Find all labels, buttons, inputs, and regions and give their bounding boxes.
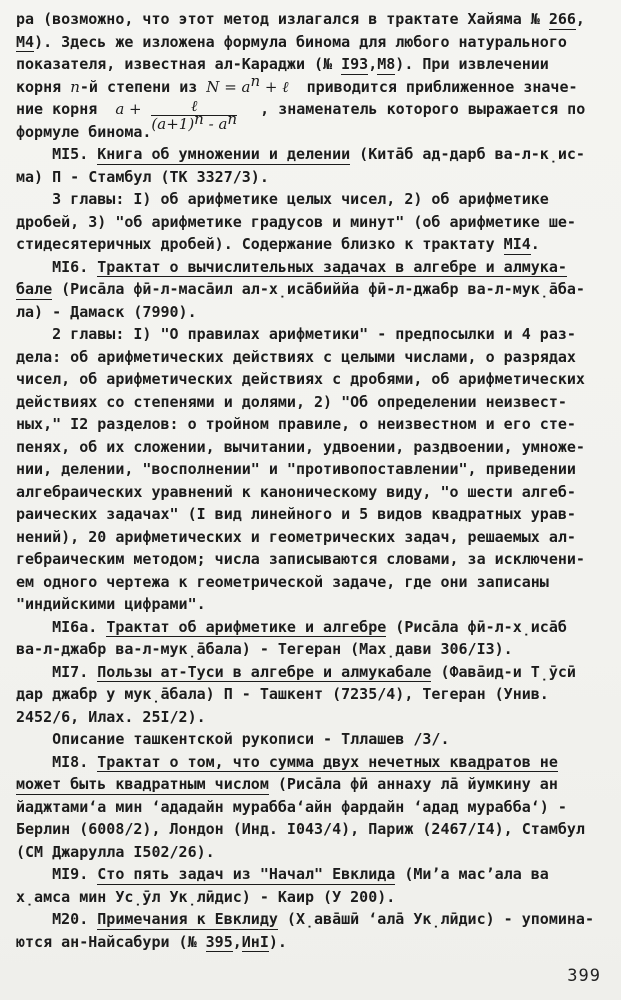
text-span: 3 главы: I) об арифметике целых чисел, 2) об арифметике <box>16 190 549 208</box>
text-span: нений), 20 арифметических и геометрических задач, решаемых ал- <box>16 527 576 546</box>
underlined-text: 266 <box>548 10 576 28</box>
math-text: (a+1) <box>151 115 195 133</box>
text-span: дар джабр у мук̣āбала) П - Ташкент (7235/4), Тегеран (Унив. <box>16 685 549 703</box>
text-span: алгебраических уравнений к каноническому виду, "о шести алгеб- <box>16 482 576 501</box>
text-span: МI9. <box>16 865 98 883</box>
text-line <box>16 503 594 526</box>
text-span: "индийскими цифрами". <box>16 595 206 613</box>
text-line <box>16 346 594 369</box>
text-line <box>16 818 594 841</box>
text-line <box>16 8 594 31</box>
underlined-text: Примечания к Евклиду <box>97 910 278 928</box>
page-number: 399 <box>567 966 601 986</box>
text-line <box>16 166 594 189</box>
text-span: (Рисāла фӣ аннаху лā йумкину ан <box>268 775 558 793</box>
text-line <box>16 391 594 414</box>
text-span: ва-л-джабр ва-л-мук̣āбала) - Тегеран (Мах̣дави 306/I3). <box>16 640 513 658</box>
text-line <box>16 188 594 211</box>
text-line <box>16 233 594 256</box>
text-span: х̣амса мин Ус̣ӯл Ук̣лӣдис) - Каир (У 200). <box>16 887 396 906</box>
text-span: (Рисāла фӣ-л-масāил ал-х̣исāбиййа фӣ-л-джабр ва-л-мук̣āба- <box>52 280 585 298</box>
text-line <box>16 526 594 549</box>
text-span: (СМ Джарулла I502/26). <box>16 842 215 861</box>
text-span: ем одного чертежа к геометрической задаче, где они записаны <box>16 572 549 591</box>
text-line <box>16 886 594 909</box>
underlined-text: М4 <box>16 32 35 51</box>
underlined-text: М8 <box>377 55 396 73</box>
text-line <box>16 593 594 616</box>
text-span: -й степени из <box>79 77 207 96</box>
text-line <box>16 458 594 481</box>
underlined-text: МI4 <box>503 235 531 253</box>
text-line <box>16 71 594 99</box>
math-text: n <box>70 77 80 96</box>
text-span: дела: об арифметических действиях с целыми числами, о разрядах <box>16 347 576 366</box>
text-line <box>16 121 594 144</box>
text-line <box>16 796 594 819</box>
text-span: ла) - Дамаск (7990). <box>16 302 197 321</box>
text-span: раических задачах" (I вид линейного и 5 видов квадратных урав- <box>16 505 576 523</box>
underlined-text: Пользы ат-Туси в алгебре и алмукабале <box>97 662 432 681</box>
text-span: 2452/6, Илах. 25I/2). <box>16 707 206 726</box>
text-span: МI6. <box>16 257 98 276</box>
text-span: (Рисāла фӣ-л-х̣исāб <box>386 617 567 636</box>
text-line <box>16 931 594 954</box>
underlined-text: Трактат о том, что сумма двух нечетных квадратов не <box>97 752 558 771</box>
text-span: (Китāб ад-дарб ва-л-к̣ис- <box>350 145 585 163</box>
text-line <box>16 706 594 729</box>
text-span: корня <box>16 77 71 96</box>
math-text: n <box>194 109 204 128</box>
text-span: , <box>575 10 585 28</box>
math-text: n <box>227 109 238 128</box>
underlined-text: I93 <box>341 55 369 73</box>
text-span: , знаменатель которого выражается по <box>242 100 586 118</box>
underlined-text: бале <box>16 280 53 298</box>
underlined-text: Трактат о вычислительных задачах в алгебре и алмука- <box>97 257 567 276</box>
text-line <box>16 211 594 234</box>
text-span: ра (возможно, что этот метод излагался в трактате Хайяма № <box>16 10 549 28</box>
text-span: (Фавāид-и Т̣ӯсӣ <box>431 662 576 681</box>
text-line <box>16 323 594 346</box>
text-span: ). При извлечении <box>395 55 549 73</box>
text-span: 2 главы: I) "О правилах арифметики" - предпосылки и 4 раз- <box>16 325 576 343</box>
text-span: М20. <box>16 910 98 928</box>
text-line <box>16 571 594 594</box>
underlined-text: Сто пять задач из "Начал" Евклида <box>97 865 396 883</box>
underlined-text: 395 <box>205 932 233 951</box>
text-line <box>16 616 594 639</box>
text-span: формуле бинома. <box>16 122 152 141</box>
text-span: ются ан-Найсабури (№ <box>16 932 206 951</box>
text-span: Описание ташкентской рукописи - Тллашев /3/. <box>16 730 450 748</box>
text-span: МI8. <box>16 752 98 771</box>
underlined-text: Трактат об арифметике и алгебре <box>106 617 387 636</box>
fraction <box>151 97 238 133</box>
text-line <box>16 278 594 301</box>
math-text: + ℓ <box>260 77 289 96</box>
text-span: , <box>232 932 242 951</box>
text-line <box>16 301 594 324</box>
text-span: ных," I2 разделов: о тройном правиле, о неизвестном и его сте- <box>16 415 576 433</box>
text-line <box>16 841 594 864</box>
math-text: a + <box>115 100 147 118</box>
text-span: , <box>368 55 378 73</box>
text-line <box>16 728 594 751</box>
text-span: МI5. <box>16 145 98 163</box>
text-span: ма) П - Стамбул (ТК 3327/3). <box>16 167 269 186</box>
text-span: МI6а. <box>16 617 107 636</box>
text-block <box>16 8 594 953</box>
underlined-text: Книга об умножении и делении <box>97 145 351 163</box>
text-line <box>16 908 594 931</box>
text-span: МI7. <box>16 662 98 681</box>
math-text: N = a <box>206 77 251 96</box>
text-line <box>16 368 594 391</box>
text-span: действиях со степенями и долями, 2) "Об определении неизвест- <box>16 392 567 411</box>
text-line <box>16 548 594 571</box>
math-text: n <box>250 71 261 90</box>
text-span: ). Здесь же изложена формула бинома для любого натурального <box>34 32 567 51</box>
text-line <box>16 751 594 774</box>
text-line <box>16 436 594 459</box>
text-span: приводится приближенное значе- <box>288 77 578 96</box>
text-span: йаджтами‘а мин ‘ададайн мурабба‘айн фардайн ‘адад мурабба‘) - <box>16 797 567 816</box>
text-span: гебраическим методом; числа записываются словами, за исключени- <box>16 550 585 568</box>
text-line <box>16 53 594 76</box>
text-span: Берлин (6008/2), Лондон (Инд. I043/4), Париж (2467/I4), Стамбул <box>16 820 585 838</box>
text-line <box>16 863 594 886</box>
text-line <box>16 773 594 796</box>
text-span: ние корня <box>16 100 116 118</box>
text-line <box>16 31 594 54</box>
text-span: чисел, об арифметических действиях с дробями, об арифметических <box>16 370 585 388</box>
math-text: ℓ <box>191 97 198 115</box>
text-line <box>16 661 594 684</box>
text-line <box>16 481 594 504</box>
text-line <box>16 683 594 706</box>
underlined-text: ИнI <box>241 932 269 951</box>
underlined-text: может быть квадратным числом <box>16 775 269 793</box>
text-span: стидесятеричных дробей). Содержание близко к трактату <box>16 235 504 253</box>
text-span: дробей, 3) "об арифметике градусов и минут" (об арифметике ше- <box>16 212 576 231</box>
text-span: показателя, известная ал-Караджи (№ <box>16 55 342 73</box>
text-span: (Ми’а мас’ала ва <box>395 865 549 883</box>
text-span: ). <box>268 932 287 951</box>
text-span: . <box>530 235 540 253</box>
text-span: пенях, об их сложении, вычитании, удвоении, раздвоении, умноже- <box>16 437 585 456</box>
text-span: (Х̣авāшӣ ‘алā Ук̣лӣдис) - упомина- <box>277 910 594 928</box>
text-line <box>16 413 594 436</box>
text-line <box>16 638 594 661</box>
text-line <box>16 143 594 166</box>
math-text: - a <box>203 115 228 133</box>
text-span: нии, делении, "восполнении" и "противопоставлении", приведении <box>16 460 576 478</box>
text-line <box>16 256 594 279</box>
